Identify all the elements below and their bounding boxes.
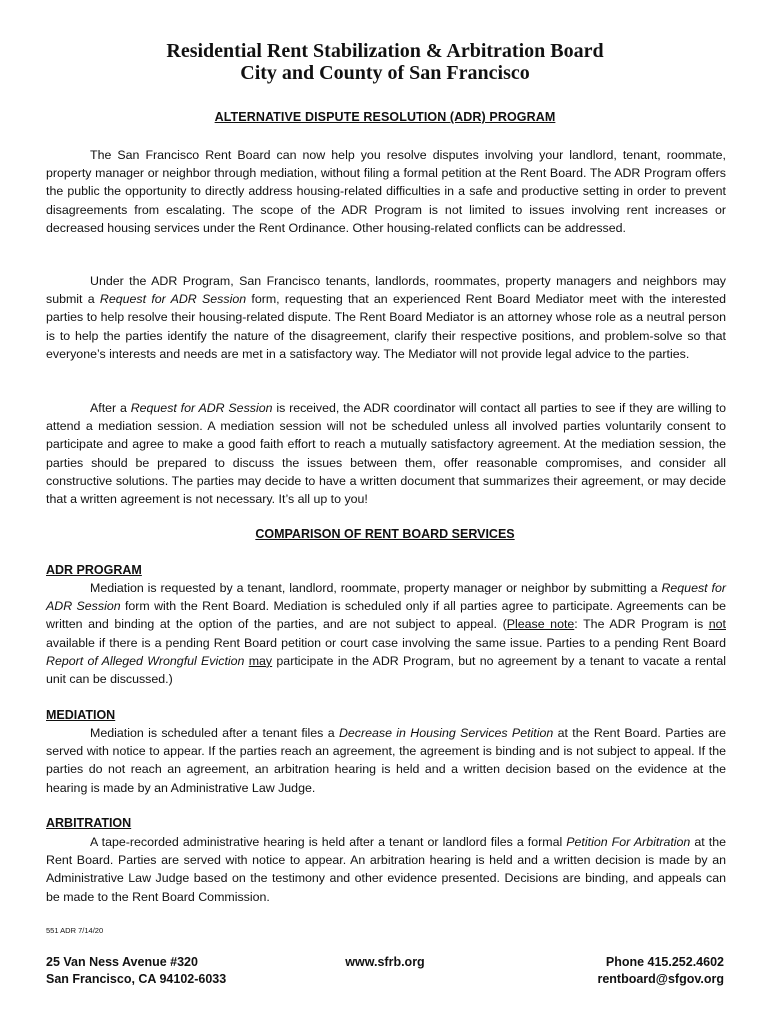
arbitration-section-title: ARBITRATION xyxy=(46,816,132,830)
adr-report-name: Report of Alleged Wrongful Eviction xyxy=(46,653,245,668)
website-link[interactable]: www.sfrb.org xyxy=(345,955,425,969)
program-form-name: Request for ADR Session xyxy=(99,292,247,307)
adr-not: not xyxy=(708,617,726,632)
header-title: Residential Rent Stabilization & Arbitration Board xyxy=(166,40,604,62)
footer-address-line2: San Francisco, CA 94102-6033 xyxy=(46,972,227,986)
intro-text: The San Francisco Rent Board can now help you resolve disputes involving your landlord, tenant, roommate, property manager or neighbor through mediation, without filing a formal petition at the Rent Board. The ADR Program offers the public the opportunity to directly address housing-related difficulties in a safe and productive setting in order to prevent disagreements from escalating. The scope of the ADR Program is not limited to issues involving rent increases or decreased housing services under the Rent Ordinance. Other housing-related conflicts can be addressed. xyxy=(46,148,726,235)
program-text-b: form, requesting that an experienced Rent Board Mediator meet with the interested parties to help resolve their housing-related dispute. The Rent Board Mediator is an attorney whose role as a neutral person is to help the parties identify the nature of the disagreement, clarify their respective positions, and problem-solve so that everyone’s interests and needs are met in a satisfactory way. The Mediator will not provide legal advice to the parties. xyxy=(46,292,726,361)
adr-may: may xyxy=(248,653,273,668)
adr-text-6: participate in the ADR Program, but no agreement by a tenant to vacate a rental unit can be discussed.) xyxy=(46,653,726,687)
footer-address-line1: 25 Van Ness Avenue #320 xyxy=(46,955,198,969)
arbitration-petition-name: Petition For Arbitration xyxy=(566,835,691,849)
adr-section-title: ADR PROGRAM xyxy=(46,563,142,577)
adr-text-2: form with the Rent Board. Mediation is scheduled only if all parties agree to participate. Agreements can be written and binding at the option of the parties, and are not subject to appeal. ( xyxy=(46,599,726,632)
form-code: 551 ADR 7/14/20 xyxy=(46,926,104,935)
intro-paragraph xyxy=(46,146,726,237)
arbitration-text-1: A tape-recorded administrative hearing is held after a tenant or landlord files a formal xyxy=(90,835,567,849)
mediation-petition-name: Decrease in Housing Services Petition xyxy=(338,726,554,740)
header-subtitle: City and County of San Francisco xyxy=(240,62,530,84)
adr-section-text xyxy=(46,579,726,688)
mediation-text-1: Mediation is scheduled after a tenant files a xyxy=(90,726,339,740)
program-heading: ALTERNATIVE DISPUTE RESOLUTION (ADR) PROGRAM xyxy=(214,110,556,124)
adr-please-note: Please note xyxy=(506,617,575,632)
program-text-a: Under the ADR Program, San Francisco tenants, landlords, roommates, property managers and neighbors may submit a xyxy=(46,274,726,307)
adr-text-1: Mediation is requested by a tenant, landlord, roommate, property manager or neighbor by submitting a xyxy=(90,581,662,595)
adr-form-name: Request for ADR Session xyxy=(46,581,726,614)
mediation-text-2: at the Rent Board. Parties are served with notice to appear. If the parties reach an agreement, the agreement is binding and is not subject to appeal. If the parties do not reach an agreement, an arbitration hearing is held and a written decision based on the evidence at the hearing is made by an Administrative Law Judge. xyxy=(46,726,726,795)
process-paragraph xyxy=(46,399,726,508)
footer-contact xyxy=(597,954,724,988)
footer-email[interactable]: rentboard@sfgov.org xyxy=(597,972,724,986)
mediation-section-title: MEDIATION xyxy=(46,708,116,722)
arbitration-section-text xyxy=(46,833,726,906)
process-text-b: is received, the ADR coordinator will contact all parties to see if they are willing to attend a mediation session. A mediation session will not be scheduled unless all involved parties voluntarily consent to participate and agree to make a good faith effort to reach a mutually satisfactory agreement. At the mediation session, the parties should be prepared to discuss the issues between them, offer reasonable compromises, and consider all constructive solutions. The parties may decide to have a written document that summarizes their agreement, or may decide that a written agreement is not necessary. It’s all up to you! xyxy=(46,401,726,507)
process-text-a: After a xyxy=(90,401,131,415)
adr-text-3: : The ADR Program is xyxy=(574,617,709,632)
document-header xyxy=(0,40,770,84)
arbitration-text-2: at the Rent Board. Parties are served with notice to appear. An arbitration hearing is held and a written decision is made by an Administrative Law Judge based on the testimony and other evidence presented. Decisions are binding, and appeals can be made to the Rent Board Commission. xyxy=(46,835,727,904)
mediation-section-text xyxy=(46,724,726,797)
program-paragraph xyxy=(46,272,726,363)
adr-text-4: available if there is a pending Rent Board petition or court case involving the same issue. Parties to a pending Rent Board xyxy=(46,635,726,650)
comparison-heading: COMPARISON OF RENT BOARD SERVICES xyxy=(255,527,515,541)
process-form-name: Request for ADR Session xyxy=(130,401,273,415)
footer-phone: Phone 415.252.4602 xyxy=(605,955,724,969)
